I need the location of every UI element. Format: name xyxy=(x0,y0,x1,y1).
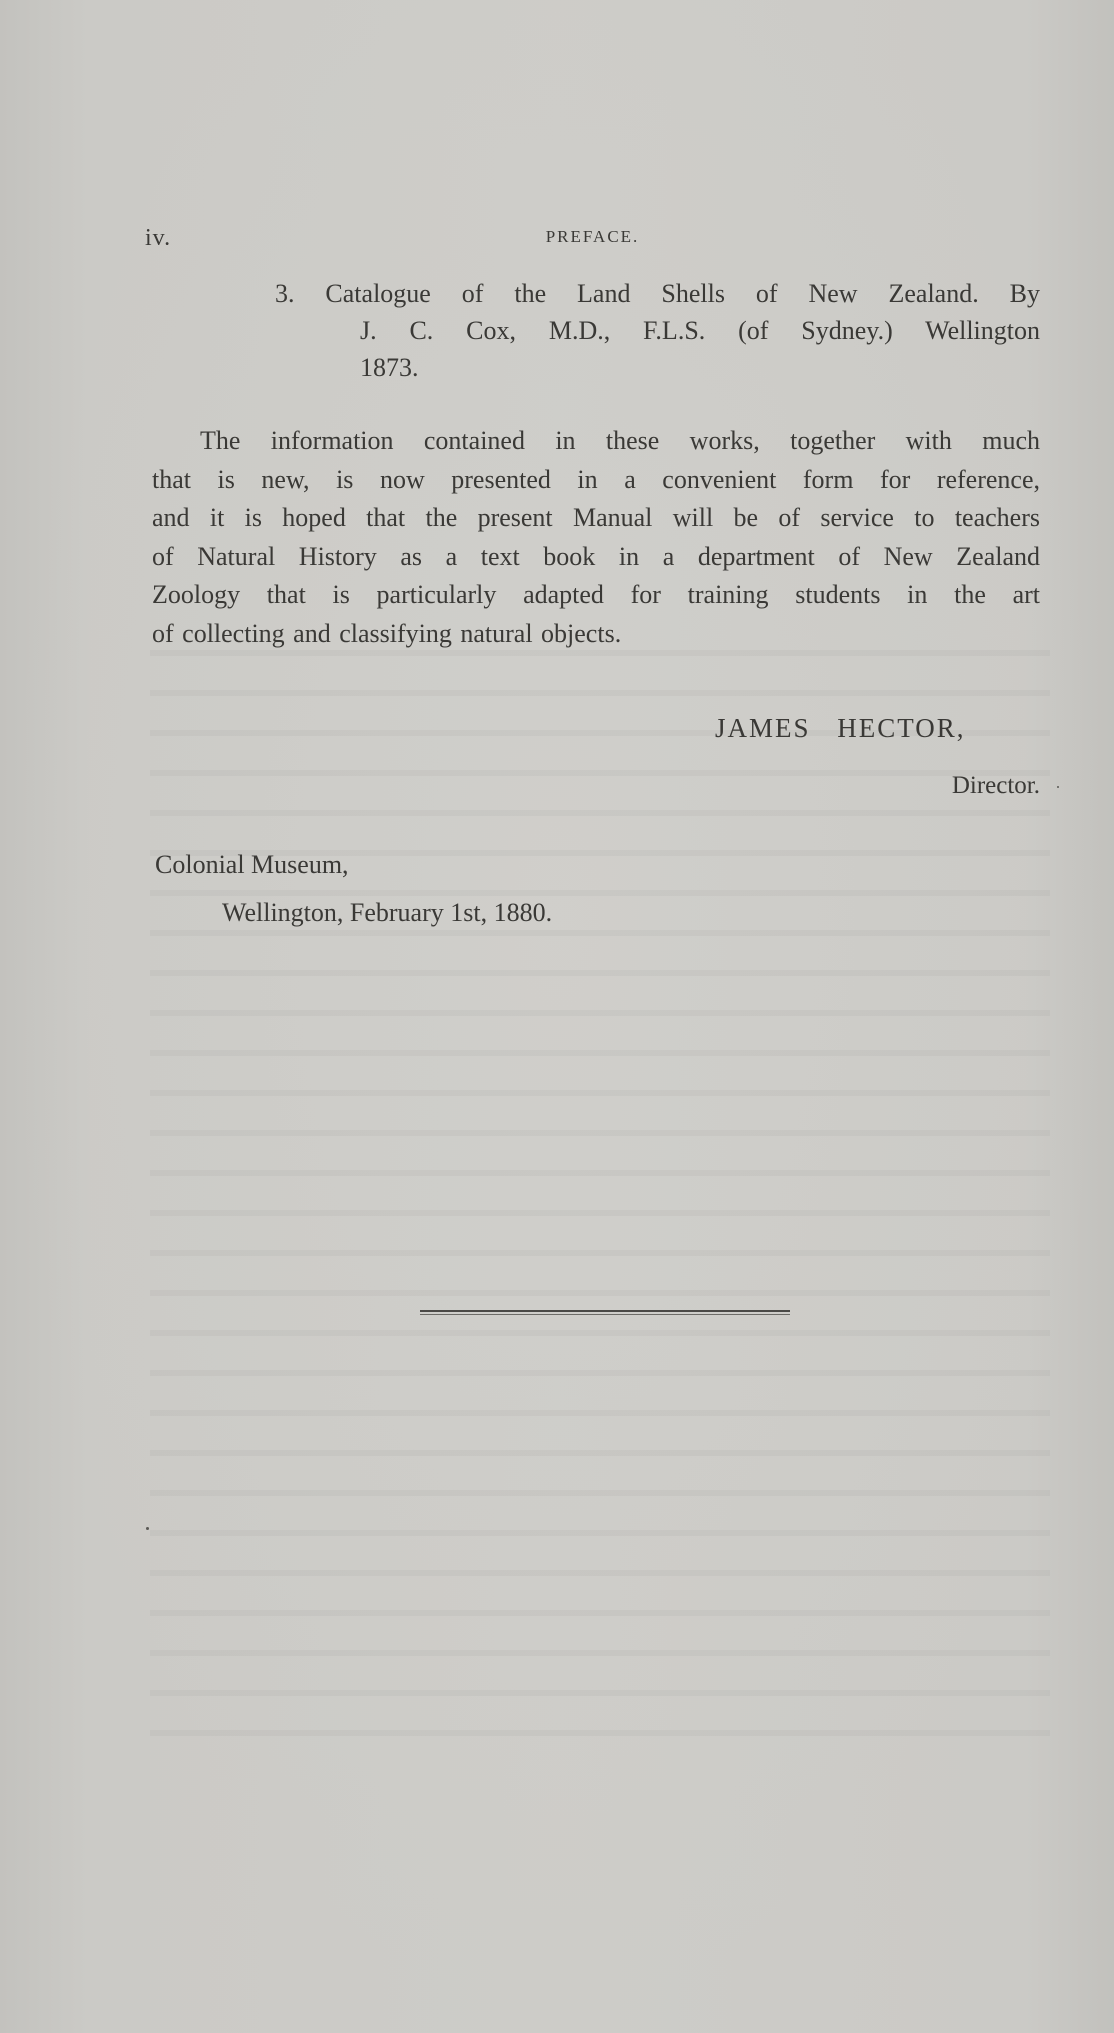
signature-title: Director. xyxy=(951,772,1040,799)
signature-name: JAMES HECTOR, xyxy=(715,713,966,743)
rule-thick-line xyxy=(420,1310,790,1312)
paragraph-line: Zoology that is particularly adapted for training students in the art xyxy=(152,580,1040,609)
catalogue-entry xyxy=(275,275,1040,386)
body-paragraph xyxy=(152,422,1040,653)
paragraph-line: of Natural History as a text book in a department of New Zealand xyxy=(152,541,1040,571)
paragraph-line: that is new, is now presented in a convenient form for reference, xyxy=(152,464,1040,494)
ornamental-rule xyxy=(420,1310,790,1315)
catalogue-entry-line: 3. Catalogue of the Land Shells of New Zealand. By xyxy=(275,279,1040,308)
paragraph-line: of collecting and classifying natural objects. xyxy=(152,618,622,648)
page-number: iv. xyxy=(145,225,172,251)
paper-speck xyxy=(146,1527,149,1530)
rule-thin-line xyxy=(420,1314,790,1315)
paper-speck xyxy=(1057,786,1059,788)
bleed-through-texture xyxy=(150,650,1050,1750)
paragraph-line: and it is hoped that the present Manual will be of service to teachers xyxy=(152,503,1040,532)
running-title: PREFACE. xyxy=(545,227,640,246)
catalogue-entry-line: 1873. xyxy=(360,353,419,382)
address-institution: Colonial Museum, xyxy=(155,850,349,879)
paragraph-line: The information contained in these works, together with much xyxy=(200,426,1040,455)
running-head xyxy=(145,225,1040,253)
catalogue-entry-line: J. C. Cox, M.D., F.L.S. (of Sydney.) Wellington xyxy=(360,316,1040,345)
address-place-date: Wellington, February 1st, 1880. xyxy=(222,898,553,927)
